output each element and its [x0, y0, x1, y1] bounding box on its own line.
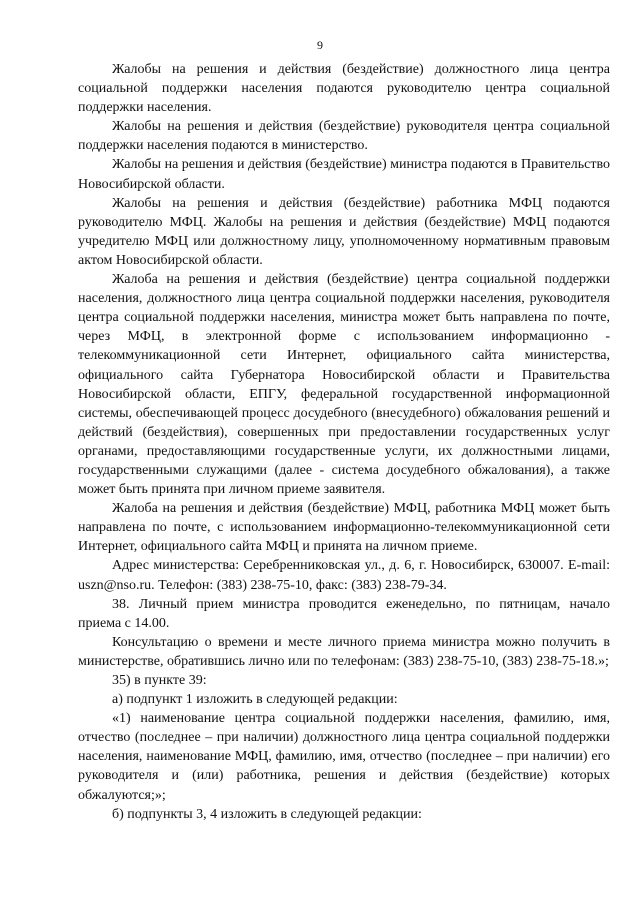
- paragraph-item-38: 38. Личный прием министра проводится еженедельно, по пятницам, начало приема с 14.00.: [78, 596, 610, 631]
- paragraph-consultation: Консультацию о времени и месте личного приема министра можно получить в министерстве, обратившись лично или по телефонам: (383) 238-75-10, (383) 238-75-18.»;: [78, 634, 610, 669]
- paragraph-item-35: 35) в пункте 39:: [112, 673, 207, 688]
- paragraph-complaint-officer: Жалобы на решения и действия (бездействие) должностного лица центра социальной поддержки населения подаются руководителю центра социальной поддержки населения.: [78, 62, 610, 116]
- paragraph-complaint-submission: Жалоба на решения и действия (бездействие) центра социальной поддержки населения, должностного лица центра социальной поддержки населения, руководителя центра социальной поддержки населения, министра может быть направлена по почте, через МФЦ, в электронной форме с использованием информационно - телекоммуникационной сети Интернет, официального сайта министерства, официального сайта Губернатора Новосибирской области и Правительства Новосибирской области, ЕПГУ, федеральной государственной информационной системы, обеспечивающей процесс досудебного (внесудебного) обжалования решений и действий (бездействия), совершенных при предоставлении государственных услуг органами, предоставляющими государственные услуги, их должностными лицами, государственными служащими (далее - система досудебного обжалования), а также может быть принята при личном приеме заявителя.: [78, 272, 610, 498]
- page-number: 9: [317, 38, 323, 52]
- paragraph-complaint-minister: Жалобы на решения и действия (бездействие) министра подаются в Правительство Новосибирской области.: [78, 157, 610, 192]
- paragraph-subitem-a: а) подпункт 1 изложить в следующей редакции:: [112, 692, 398, 708]
- document-body: [78, 60, 610, 824]
- paragraph-ministry-address: Адрес министерства: Серебренниковская ул., д. 6, г. Новосибирск, 630007. E-mail: uszn@nso.ru. Телефон: (383) 238-75-10, факс: (383) 238-79-34.: [78, 558, 610, 593]
- paragraph-complaint-mfc: Жалобы на решения и действия (бездействие) работника МФЦ подаются руководителю МФЦ. Жалобы на решения и действия (бездействие) МФЦ подаются учредителю МФЦ или должностному лицу, уполномоченному нормативным правовым актом Новосибирской области.: [78, 195, 610, 268]
- paragraph-complaint-head: Жалобы на решения и действия (бездействие) руководителя центра социальной поддержки населения подаются в министерство.: [78, 119, 610, 154]
- paragraph-quoted-subitem-1: «1) наименование центра социальной поддержки населения, фамилию, имя, отчество (последнее – при наличии) должностного лица центра социальной поддержки населения, наименование МФЦ, фамилию, имя, отчество (последнее – при наличии) его руководителя и (или) работника, решения и действия (бездействие) которых обжалуются;»;: [78, 711, 610, 803]
- paragraph-complaint-mfc-submission: Жалоба на решения и действия (бездействие) МФЦ, работника МФЦ может быть направлена по почте, с использованием информационно-телекоммуникационной сети Интернет, официального сайта МФЦ и принята на личном приеме.: [78, 501, 610, 555]
- paragraph-subitem-b: б) подпункты 3, 4 изложить в следующей редакции:: [112, 806, 422, 822]
